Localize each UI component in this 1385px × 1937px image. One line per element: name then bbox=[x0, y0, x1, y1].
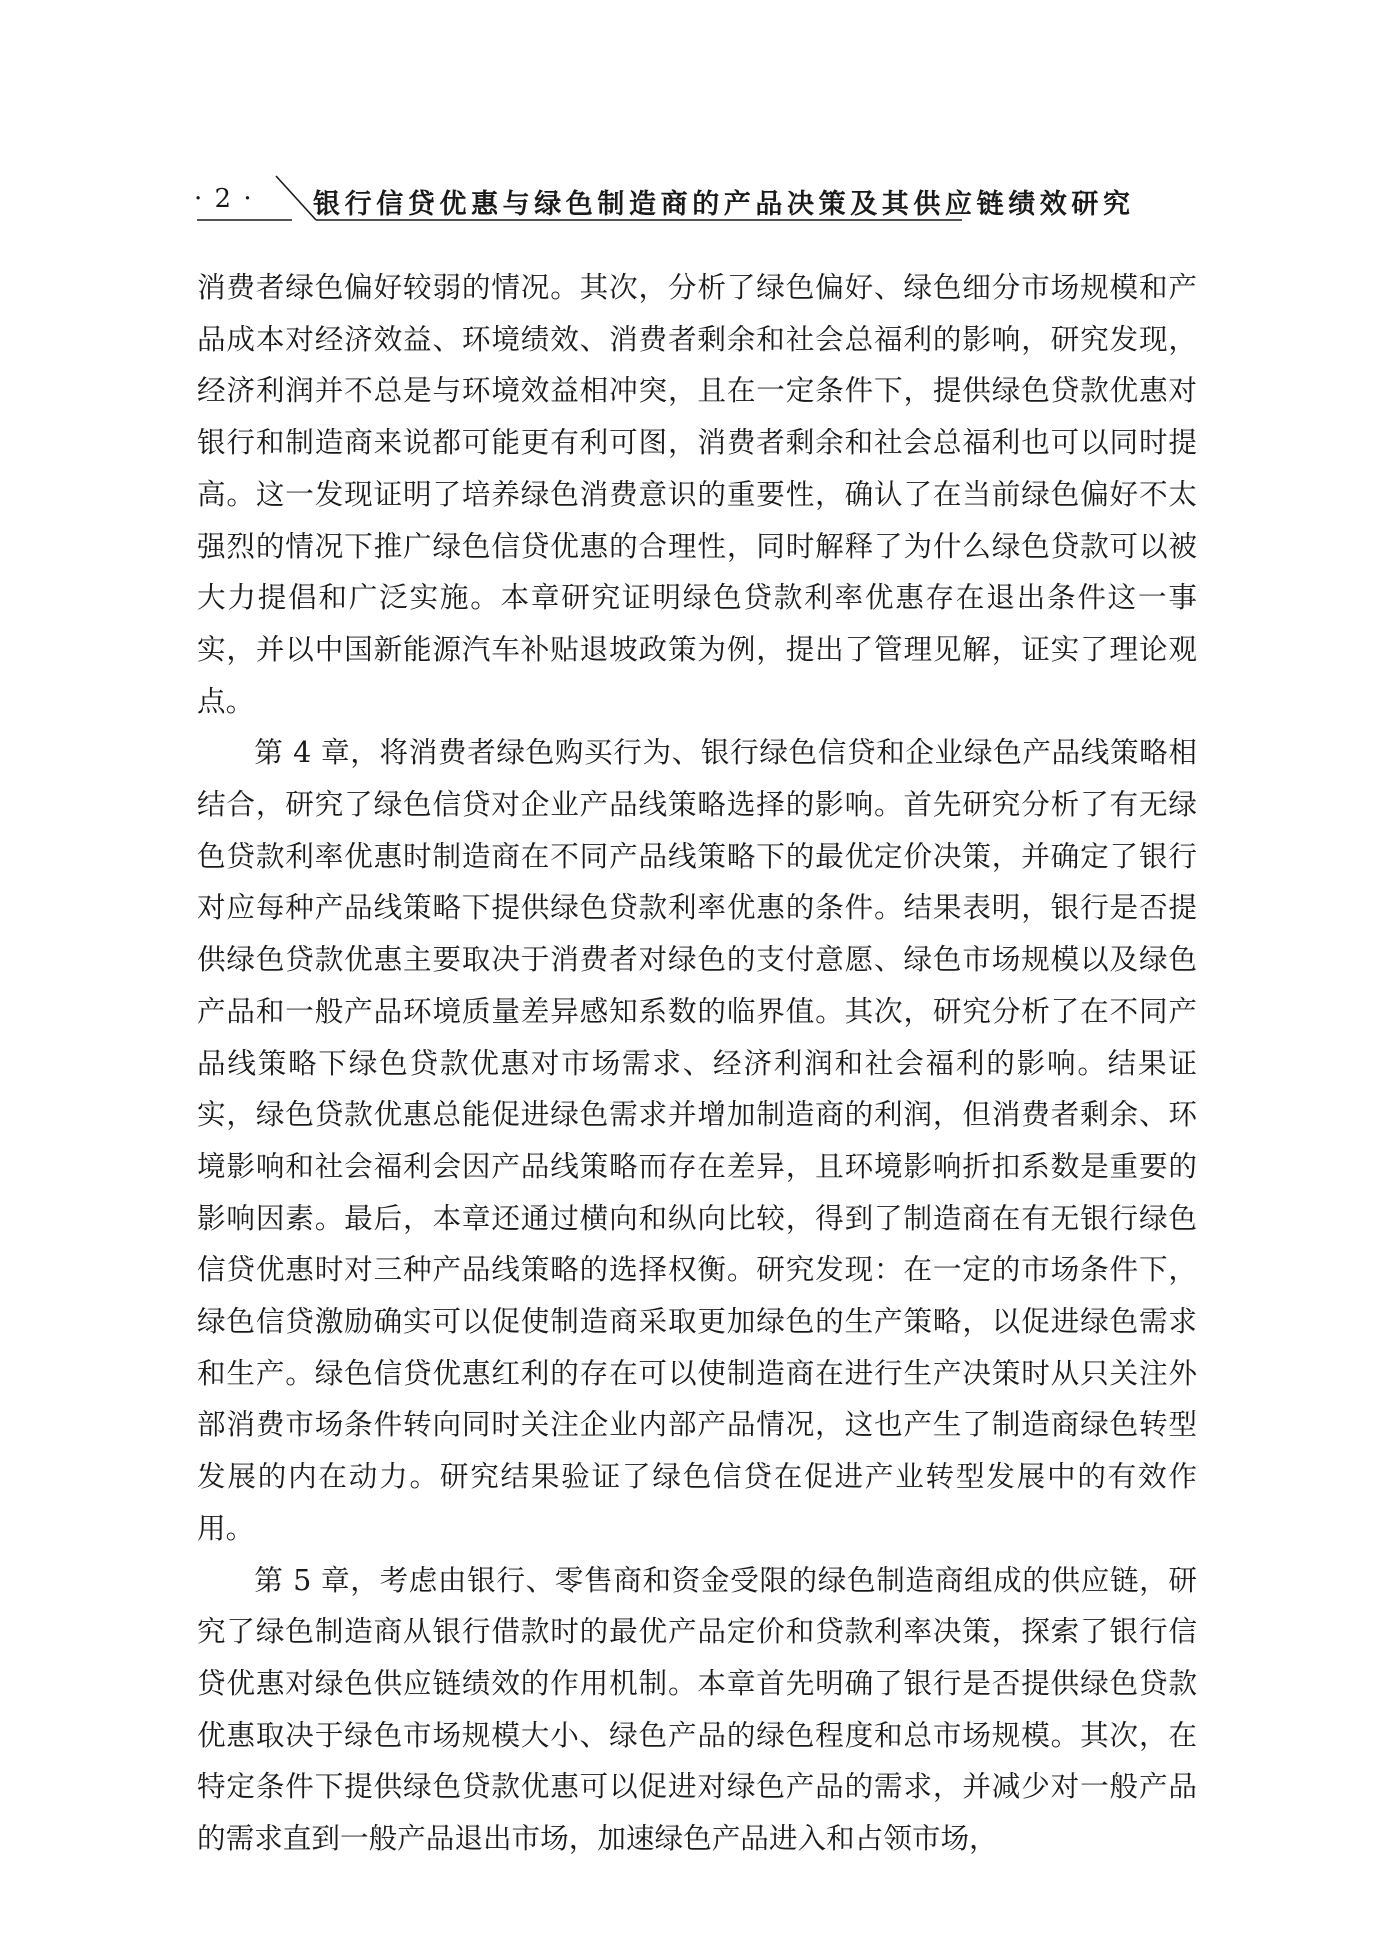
running-title: 银行信贷优惠与绿色制造商的产品决策及其供应链绩效研究 bbox=[313, 189, 1135, 220]
paragraph-chapter-5: 第 5 章，考虑由银行、零售商和资金受限的绿色制造商组成的供应链，研究了绿色制造商从银行借款时的最优产品定价和贷款利率决策，探索了银行信贷优惠对绿色供应链绩效的作用机制。本章首先明确了银行是否提供绿色贷款优惠取决于绿色市场规模大小、绿色产品的绿色程度和总市场规模。其次，在特定条件下提供绿色贷款优惠可以促进对绿色产品的需求，并减少对一般产品的需求直到一般产品退出市场，加速绿色产品进入和占领市场， bbox=[197, 1562, 1197, 1856]
running-header bbox=[0, 0, 1385, 240]
body-text bbox=[197, 262, 1197, 1865]
paragraph-continuation: 消费者绿色偏好较弱的情况。其次，分析了绿色偏好、绿色细分市场规模和产品成本对经济效益、环境绩效、消费者剩余和社会总福利的影响，研究发现，经济利润并不总是与环境效益相冲突，且在一定条件下，提供绿色贷款优惠对银行和制造商来说都可能更有利可图，消费者剩余和社会总福利也可以同时提高。这一发现证明了培养绿色消费意识的重要性，确认了在当前绿色偏好不太强烈的情况下推广绿色信贷优惠的合理性，同时解释了为什么绿色贷款可以被大力提倡和广泛实施。本章研究证明绿色贷款利率优惠存在退出条件这一事实，并以中国新能源汽车补贴退坡政策为例，提出了管理见解，证实了理论观点。 bbox=[197, 270, 1197, 718]
paragraph-chapter-4: 第 4 章，将消费者绿色购买行为、银行绿色信贷和企业绿色产品线策略相结合，研究了绿色信贷对企业产品线策略选择的影响。首先研究分析了有无绿色贷款利率优惠时制造商在不同产品线策略下的最优定价决策，并确定了银行对应每种产品线策略下提供绿色贷款利率优惠的条件。结果表明，银行是否提供绿色贷款优惠主要取决于消费者对绿色的支付意愿、绿色市场规模以及绿色产品和一般产品环境质量差异感知系数的临界值。其次，研究分析了在不同产品线策略下绿色贷款优惠对市场需求、经济利润和社会福利的影响。结果证实，绿色贷款优惠总能促进绿色需求并增加制造商的利润，但消费者剩余、环境影响和社会福利会因产品线策略而存在差异，且环境影响折扣系数是重要的影响因素。最后，本章还通过横向和纵向比较，得到了制造商在有无银行绿色信贷优惠时对三种产品线策略的选择权衡。研究发现：在一定的市场条件下，绿色信贷激励确实可以促使制造商采取更加绿色的生产策略，以促进绿色需求和生产。绿色信贷优惠红利的存在可以使制造商在进行生产决策时从只关注外部消费市场条件转向同时关注企业内部产品情况，这也产生了制造商绿色转型发展的内在动力。研究结果验证了绿色信贷在促进产业转型发展中的有效作用。 bbox=[197, 735, 1197, 1545]
page-number: · 2 · bbox=[194, 184, 254, 214]
